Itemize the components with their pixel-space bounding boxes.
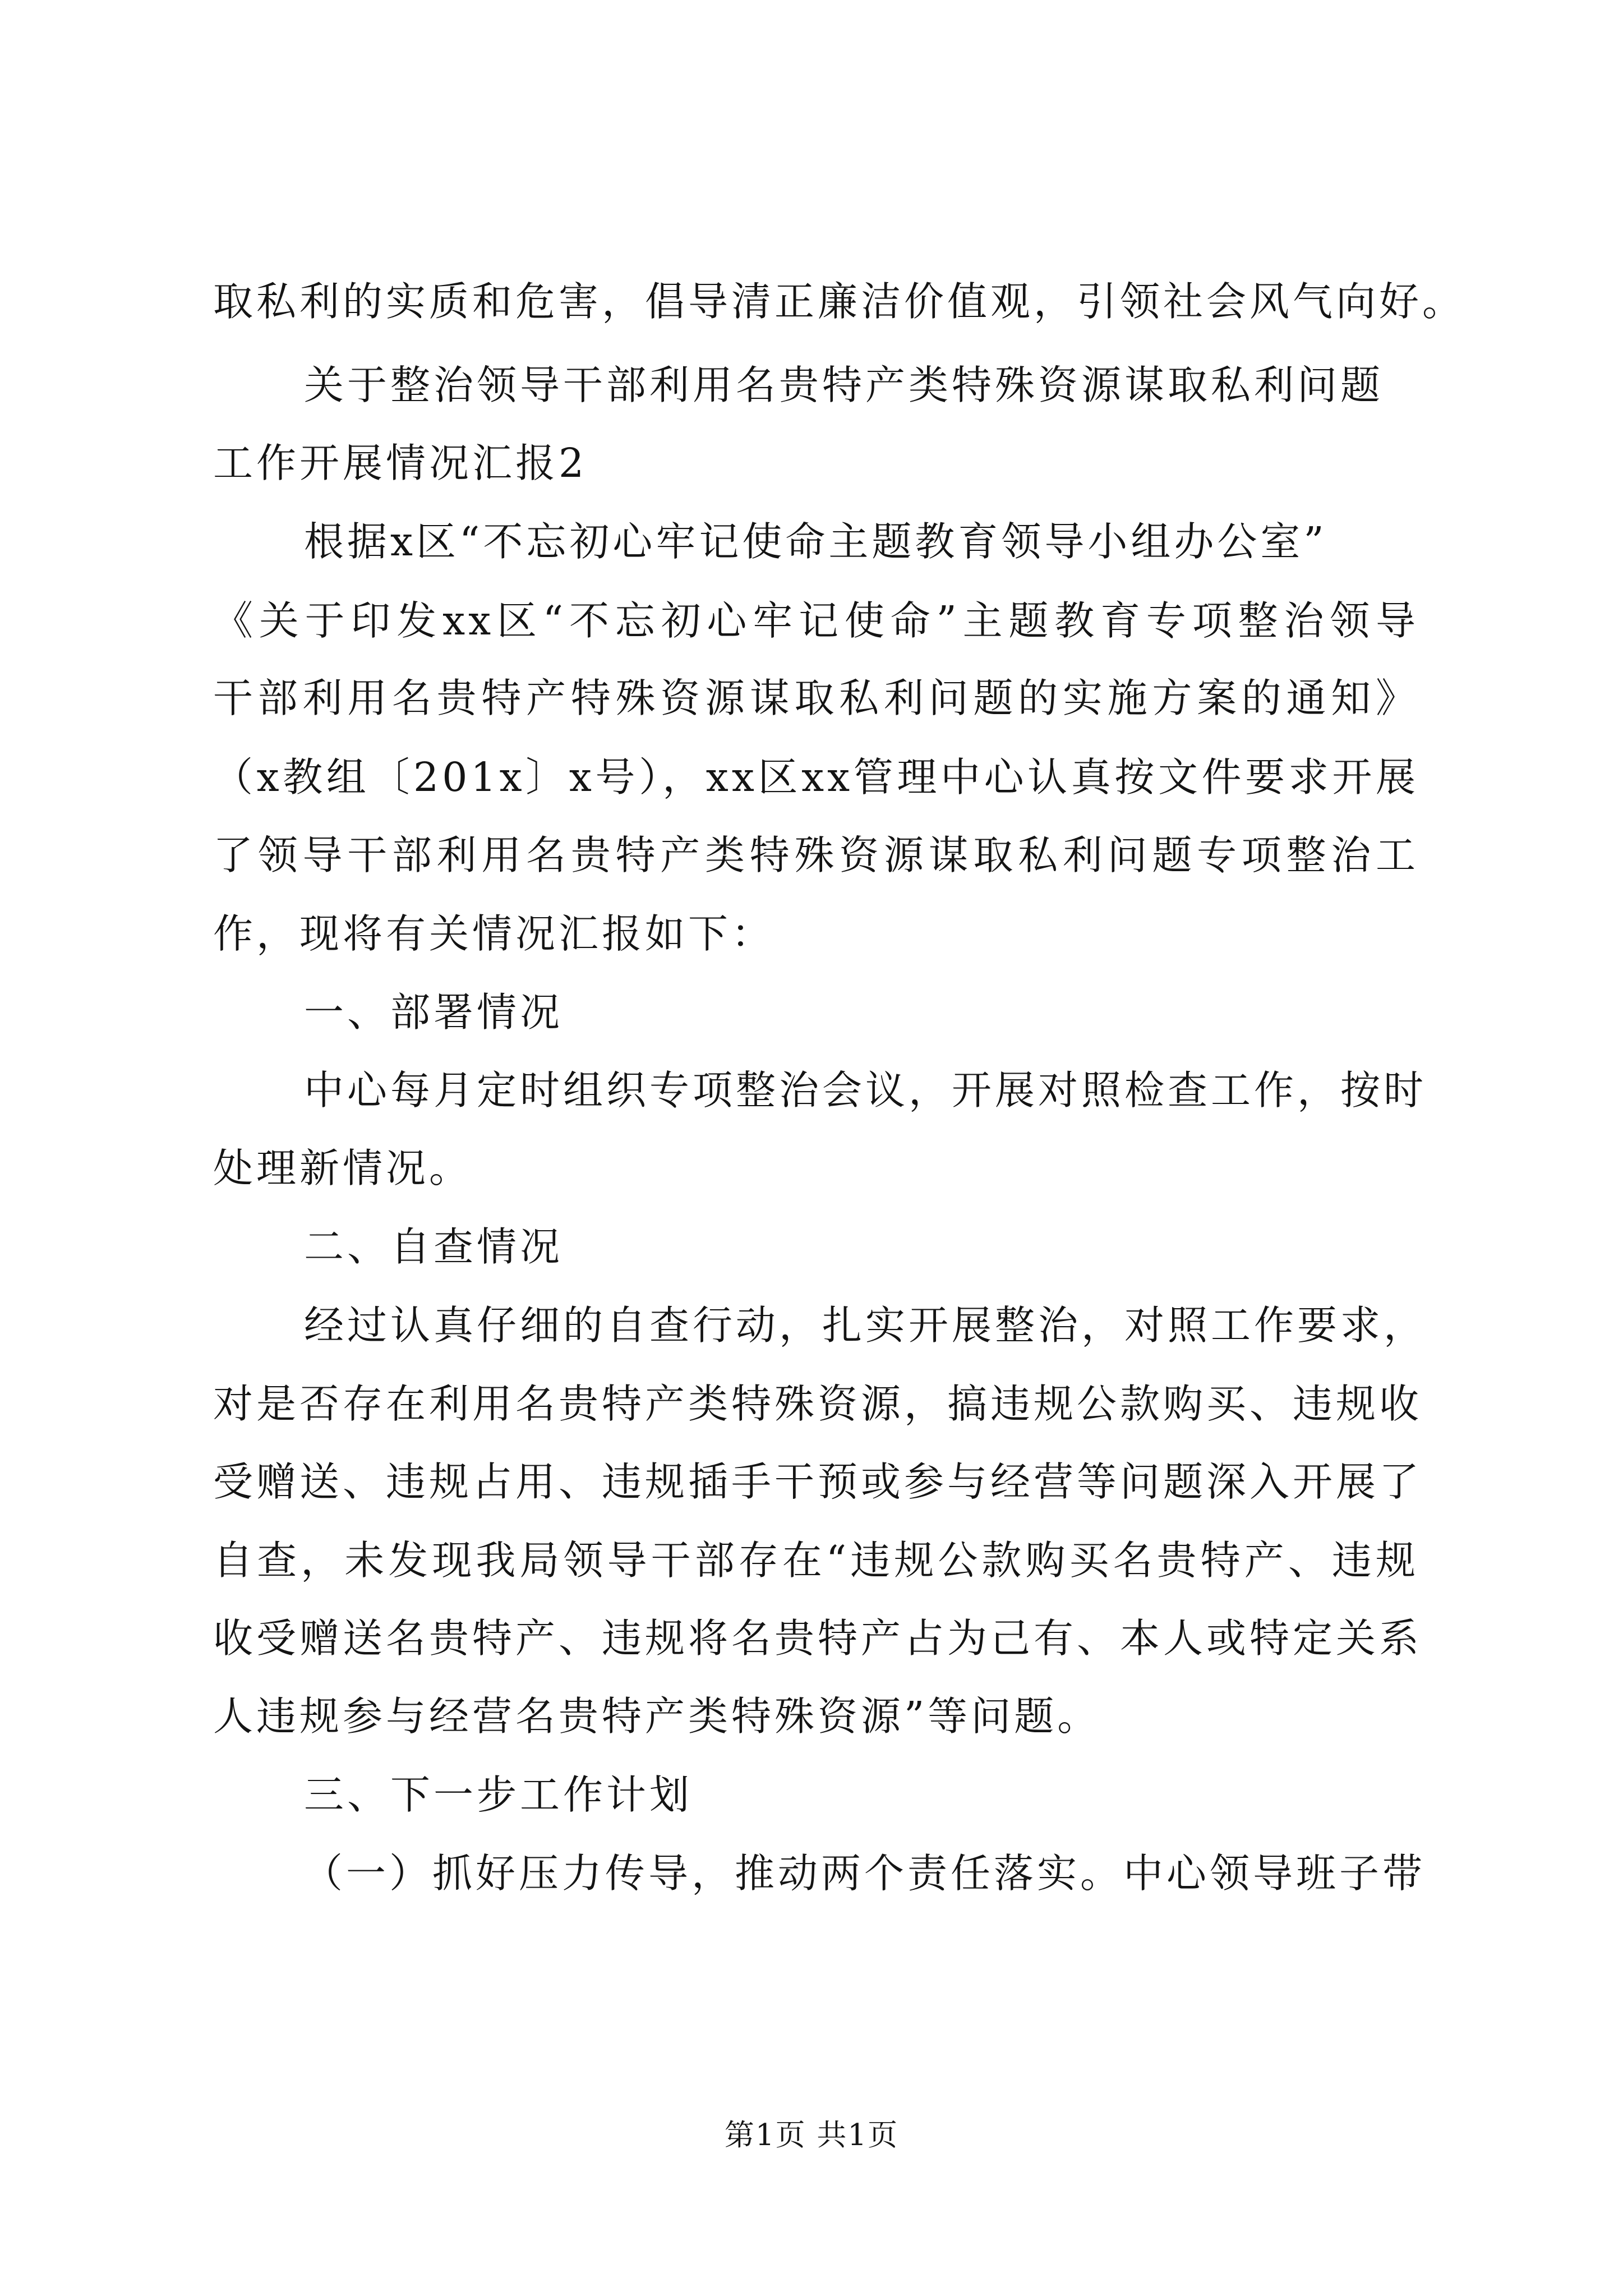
body-text-line: 对是否存在利用名贵特产类特殊资源，搞违规公款购买、违规收 xyxy=(213,1381,1423,1427)
section-heading: 三、下一步工作计划 xyxy=(304,1772,693,1818)
body-text-line: 作，现将有关情况汇报如下： xyxy=(213,910,775,957)
body-text-line: 根据x区“不忘初心牢记使命主题教育领导小组办公室” xyxy=(304,518,1327,565)
report-title-line: 关于整治领导干部利用名贵特产类特殊资源谋取私利问题 xyxy=(304,362,1384,408)
body-text-line: 取私利的实质和危害，倡导清正廉洁价值观，引领社会风气向好。 xyxy=(213,278,1466,325)
section-heading: 二、自查情况 xyxy=(304,1223,564,1270)
body-text-line: 干部利用名贵特产特殊资源谋取私利问题的实施方案的通知》 xyxy=(213,675,1419,721)
section-heading: 一、部署情况 xyxy=(304,989,564,1036)
body-text-line: 中心每月定时组织专项整治会议，开展对照检查工作，按时 xyxy=(304,1067,1427,1114)
page-footer: 第1页 共1页 xyxy=(724,2118,899,2152)
body-text-line: 人违规参与经营名贵特产类特殊资源”等问题。 xyxy=(213,1693,1101,1740)
body-text-line: 经过认真仔细的自查行动，扎实开展整治，对照工作要求， xyxy=(304,1302,1427,1349)
body-text-line: 了领导干部利用名贵特产类特殊资源谋取私利问题专项整治工 xyxy=(213,832,1419,878)
body-text-line: 自查，未发现我局领导干部存在“违规公款购买名贵特产、违规 xyxy=(213,1537,1419,1584)
body-text-line: 收受赠送名贵特产、违规将名贵特产占为己有、本人或特定关系 xyxy=(213,1615,1423,1662)
body-text-line: 受赠送、违规占用、违规插手干预或参与经营等问题深入开展了 xyxy=(213,1458,1423,1505)
body-text-line: 《关于印发xx区“不忘初心牢记使命”主题教育专项整治领导 xyxy=(213,597,1419,644)
report-title-line: 工作开展情况汇报2 xyxy=(213,440,588,486)
body-text-line: （一）抓好压力传导，推动两个责任落实。中心领导班子带 xyxy=(303,1850,1426,1897)
body-text-line: （x教组〔201x〕x号），xx区xx管理中心认真按文件要求开展 xyxy=(213,754,1419,800)
body-text-line: 处理新情况。 xyxy=(213,1145,473,1191)
